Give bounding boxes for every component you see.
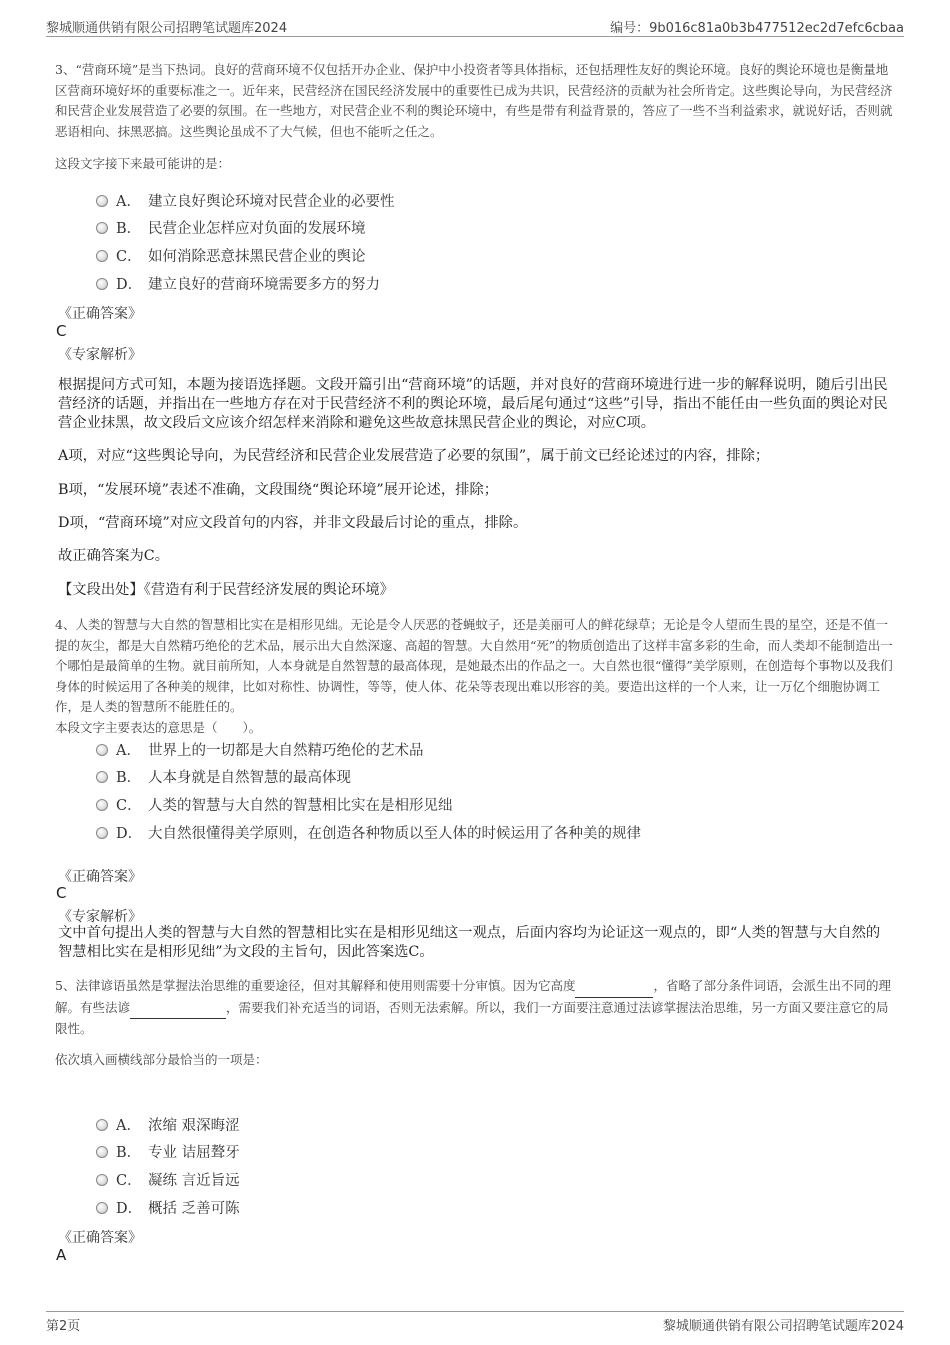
q4-analysis-label: 《专家解析》 [58,909,142,925]
page-number: 第2页 [46,1319,81,1334]
q4-option-c[interactable]: C． 人类的智慧与大自然的智慧相比实在是相形见绌 [96,794,453,815]
q3-answer-label: 《正确答案》 [58,306,142,322]
radio-icon[interactable] [96,799,108,811]
q3-passage: 3、“营商环境”是当下热词。良好的营商环境不仅包括开办企业、保护中小投资者等具体指标，还包括理性友好的舆论环境。良好的舆论环境也是衡量地区营商环境好坏的重要标准之一。近年来，民营经济在国民经济发展中的重要性已成为共识，民营经济的贡献为社会所肯定。这些舆论导向，为民营经济和民营企业发展营造了必要的氛围。在一些地方，对民营企业不利的舆论环境中，有些是带有利益背景的，答应了一些不当利益索求，就说好话，否则就恶语相向、抹黑恶搞。这些舆论虽成不了大气候，但也不能听之任之。 [55,62,893,139]
q4-prompt: 本段文字主要表达的意思是（ ）。 [55,720,262,735]
q3-analysis-main: 根据提问方式可知，本题为接语选择题。文段开篇引出“营商环境”的话题，并对良好的营商环境进行进一步的解释说明，随后引出民营经济的话题，并指出在一些地方存在对于民营经济不利的舆论环境，最后尾句通过“这些”引导，指出不能任由一些负面的舆论对民营企业抹黑，故文段后文应该介绍怎样来消除和避免这些故意抹黑民营企业的舆论，对应C项。 [58,377,888,431]
q4-analysis: 文中首句提出人类的智慧与大自然的智慧相比实在是相形见绌这一观点，后面内容均为论证这一观点的，即“人类的智慧与大自然的智慧相比实在是相形见绌”为文段的主旨句，因此答案选C。 [58,925,881,960]
q3-analysis-conclusion: 故正确答案为C。 [58,548,170,564]
radio-icon[interactable] [96,278,108,290]
radio-icon[interactable] [96,744,108,756]
blank-1 [575,976,653,998]
q3-prompt: 这段文字接下来最可能讲的是： [55,156,231,171]
header-doc-id: 编号：9b016c81a0b3b477512ec2d7efc6cbaa [610,21,904,36]
q4-answer: C [56,884,67,902]
q5-passage: 5、法律谚语虽然是掌握法治思维的重要途径，但对其解释和使用则需要十分审慎。因为它高度 ，省略了部分条件词语，会派生出不同的理解。有些法谚 ，需要我们补充适当的词语，否则无法索解。所以，我们一方面要注意通过法谚掌握法治思维，另一方面又要注意它的局限性。 [55,978,891,1037]
q4-passage: 4、人类的智慧与大自然的智慧相比实在是相形见绌。无论是令人厌恶的苍蝇蚊子，还是美丽可人的鲜花绿草；无论是令人望而生畏的星空，还是不值一提的灰尘，都是大自然精巧绝伦的艺术品，展示出大自然深邃、高超的智慧。大自然用“死”的物质创造出了这样丰富多彩的生命，而人类却不能制造出一个哪怕是最简单的生物。就目前所知，人本身就是自然智慧的最高体现，是她最杰出的作品之一。大自然也很“懂得”美学原则，在创造每个事物以及我们身体的时候运用了各种美的规律，比如对称性、协调性，等等，使人体、花朵等表现出难以形容的美。要造出这样的一个人来，让一万亿个细胞协调工作，是人类的智慧所不能胜任的。 [55,617,893,715]
q3-source: 【文段出处】《营造有利于民营经济发展的舆论环境》 [58,582,394,598]
q3-option-d[interactable]: D． 建立良好的营商环境需要多方的努力 [96,273,380,294]
page-footer [46,1311,904,1334]
radio-icon[interactable] [96,195,108,207]
q4-option-d[interactable]: D． 大自然很懂得美学原则，在创造各种物质以至人体的时候运用了各种美的规律 [96,822,641,843]
footer-title: 黎城顺通供销有限公司招聘笔试题库2024 [662,1319,904,1334]
q3-option-c[interactable]: C． 如何消除恶意抹黑民营企业的舆论 [96,245,366,266]
q4-option-a[interactable]: A． 世界上的一切都是大自然精巧绝伦的艺术品 [96,739,424,760]
q5-answer: A [56,1246,67,1264]
q3-analysis-label: 《专家解析》 [58,347,142,363]
radio-icon[interactable] [96,1146,108,1158]
q3-option-b[interactable]: B． 民营企业怎样应对负面的发展环境 [96,217,366,238]
q3-analysis-a: A项，对应“这些舆论导向，为民营经济和民营企业发展营造了必要的氛围”，属于前文已经论述过的内容，排除； [58,448,770,464]
q4-answer-label: 《正确答案》 [58,869,142,885]
q5-prompt: 依次填入画横线部分最恰当的一项是： [55,1052,268,1067]
radio-icon[interactable] [96,250,108,262]
page-header [46,14,904,37]
q3-option-a[interactable]: A． 建立良好舆论环境对民营企业的必要性 [96,190,395,211]
q3-answer: C [56,322,67,340]
radio-icon[interactable] [96,1202,108,1214]
q5-option-b[interactable]: B． 专业 诘屈聱牙 [96,1141,240,1162]
radio-icon[interactable] [96,1174,108,1186]
radio-icon[interactable] [96,1119,108,1131]
header-title: 黎城顺通供销有限公司招聘笔试题库2024 [46,21,288,36]
q5-option-c[interactable]: C． 凝练 言近旨远 [96,1169,240,1190]
radio-icon[interactable] [96,771,108,783]
radio-icon[interactable] [96,222,108,234]
q5-option-d[interactable]: D． 概括 乏善可陈 [96,1197,240,1218]
blank-2 [130,998,226,1020]
radio-icon[interactable] [96,827,108,839]
q5-answer-label: 《正确答案》 [58,1230,142,1246]
q3-analysis-d: D项，“营商环境”对应文段首句的内容，并非文段最后讨论的重点，排除。 [58,515,528,531]
q3-analysis-b: B项，“发展环境”表述不准确，文段围绕“舆论环境”展开论述，排除； [58,482,499,498]
q5-option-a[interactable]: A． 浓缩 艰深晦涩 [96,1114,240,1135]
q4-option-b[interactable]: B． 人本身就是自然智慧的最高体现 [96,766,351,787]
